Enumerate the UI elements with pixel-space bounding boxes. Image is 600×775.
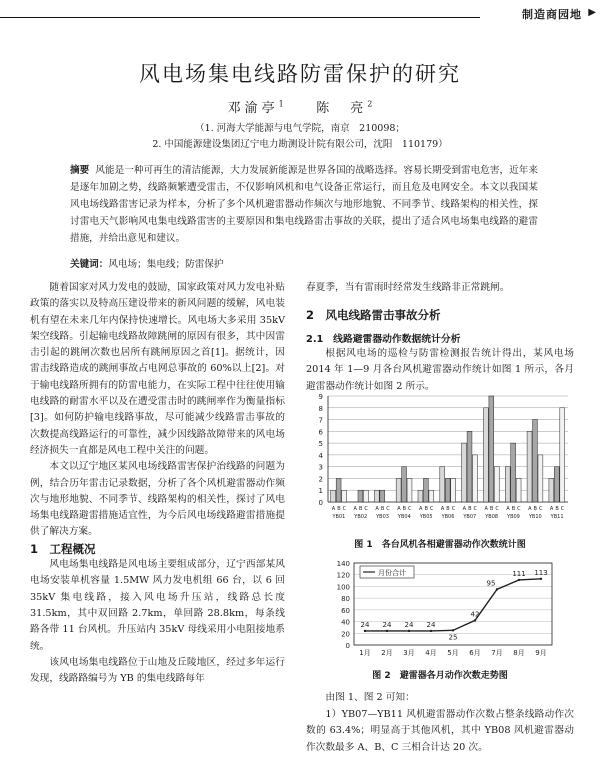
x-phase-label: B [402, 506, 407, 512]
x-tick-label: 1月 [359, 649, 371, 657]
data-point [496, 588, 498, 590]
x-tick-label: 6月 [469, 649, 481, 657]
bar [473, 455, 478, 502]
data-point [430, 630, 432, 632]
body-paragraph: 根据风电场的巡检与防雷检测报告统计得出，某风电场 2014 年 1—9 月各台风机避雷器动作统计如图 1 所示，各月避雷器动作统计如图 2 所示。 [306, 348, 574, 392]
legend [360, 566, 414, 578]
bar [407, 478, 412, 502]
x-phase-label: B [511, 506, 516, 512]
x-tick-label: 3月 [403, 649, 415, 657]
x-phase-label: C [473, 506, 478, 512]
bar [336, 478, 341, 502]
legend-label: 月份合计 [378, 569, 406, 577]
y-tick-label: 9 [318, 393, 323, 401]
y-tick-label: 60 [341, 606, 350, 615]
author-sup: 1 [278, 99, 284, 109]
bar [554, 467, 559, 502]
author-name: 陈 亮 [316, 101, 368, 116]
journal-section-label: 制造商园地 [514, 6, 582, 22]
x-phase-label: C [429, 506, 434, 512]
x-tick-label: YB10 [528, 514, 542, 520]
page-title: 风电场集电线路防雷保护的研究 [139, 62, 461, 86]
x-phase-label: B [380, 506, 385, 512]
y-tick-label: 3 [318, 463, 323, 472]
data-point [518, 579, 520, 581]
y-tick-labels [319, 393, 324, 507]
x-tick-labels [359, 649, 546, 657]
body-paragraph: 本文以辽宁地区某风电场线路雷害保护治线路的问题为例，结合历年雷击记录数据，分析了各个风机避雷器动作频次与地形地貌、不同季节、线路架构的相关性，探讨了风电场集电线路避雷措施适宜性，为今后风电场线路避雷措施提供了解决方案。 [30, 461, 285, 538]
x-phase-label: B [555, 506, 559, 512]
body-text: 春夏季，当有雷雨时经常发生线路非正常跳闸。 [306, 282, 510, 293]
y-tick-labels [337, 560, 350, 650]
x-tick-label: 9月 [535, 649, 547, 657]
author-sup: 2 [367, 99, 373, 109]
bar [494, 467, 499, 502]
x-tick-label: YB02 [354, 514, 368, 520]
triangle-icon: ▶ [588, 7, 596, 18]
bar [516, 478, 521, 502]
bar [538, 455, 543, 502]
data-point [540, 578, 542, 580]
x-tick-labels [331, 506, 564, 520]
bar [445, 478, 450, 502]
x-phase-label: B [533, 506, 537, 512]
data-point [452, 629, 454, 631]
data-point [408, 630, 410, 632]
finding-paragraph: 1）YB07—YB11 风机避雷器动作次数占整条线路动作次数的 63.4%；明显高于其他风机，其中 YB08 风机避雷器动作次数最多 A、B、C 三相合计达 20 次。 [306, 708, 574, 753]
data-point [386, 630, 388, 632]
data-label: 24 [404, 620, 414, 629]
data-label: 113 [534, 568, 548, 577]
data-label: 24 [426, 620, 436, 629]
figure-2-caption: 图 2 避雷器各月动作次数走势图 [372, 671, 508, 681]
affiliation: 2. 中国能源建设集团辽宁电力勘测设计院有限公司，沈阳 110179） [152, 139, 448, 150]
x-tick-label: YB08 [485, 514, 499, 520]
section-heading: 1 工程概况 [30, 541, 96, 556]
x-phase-label: C [408, 506, 412, 512]
y-tick-label: 40 [341, 618, 350, 627]
bar [396, 478, 401, 502]
x-phase-label: C [495, 506, 499, 512]
bar [560, 408, 565, 502]
data-label: 24 [360, 620, 370, 629]
y-tick-label: 120 [336, 571, 350, 580]
x-phase-label: B [359, 506, 363, 512]
bar [342, 490, 347, 502]
figure-2-line-chart [330, 555, 560, 665]
x-phase-label: A [484, 506, 488, 512]
keywords-text: 风电场；集电线；防雷保护 [108, 259, 224, 270]
data-point [474, 619, 476, 621]
bar [363, 490, 368, 502]
x-tick-label: 8月 [513, 649, 525, 657]
bar [462, 443, 467, 502]
y-tick-label: 4 [318, 451, 323, 460]
bar [511, 443, 516, 502]
bar-group [331, 396, 565, 502]
x-phase-label: A [506, 506, 510, 512]
x-phase-label: C [451, 506, 456, 512]
author-line [0, 97, 600, 116]
x-phase-label: C [364, 506, 368, 512]
y-tick-label: 0 [345, 642, 350, 650]
bar [423, 478, 428, 502]
affiliation: （1. 河海大学能源与电气学院，南京 210098； [195, 123, 405, 134]
x-tick-label: YB01 [332, 514, 346, 520]
y-tick-label: 5 [318, 440, 323, 449]
bar [440, 467, 445, 502]
x-phase-label: A [462, 506, 467, 512]
x-phase-label: B [446, 506, 450, 512]
data-label: 25 [448, 633, 458, 642]
y-tick-label: 7 [318, 416, 323, 425]
x-phase-label: A [397, 506, 401, 512]
data-label: 95 [486, 579, 496, 588]
figure-1-caption: 图 1 各台风机各相避雷器动作次数统计图 [354, 540, 526, 550]
right-column-top [306, 280, 574, 296]
y-tick-label: 1 [318, 487, 323, 496]
x-phase-label: B [489, 506, 494, 512]
bar [358, 490, 363, 502]
x-phase-label: C [560, 506, 565, 512]
author-name: 邓渝亭 [227, 101, 279, 116]
x-tick-label: YB05 [419, 514, 433, 520]
bar [467, 431, 472, 502]
x-phase-label: B [468, 506, 472, 512]
bar [418, 490, 423, 502]
data-label: 42 [470, 610, 480, 619]
body-text: 由图 1、图 2 可知： [325, 692, 415, 703]
y-tick-label: 8 [318, 404, 323, 413]
x-tick-label: YB03 [376, 514, 389, 520]
abstract [70, 162, 538, 247]
x-phase-label: A [549, 506, 554, 512]
x-phase-label: A [528, 506, 532, 512]
x-phase-label: A [353, 506, 357, 512]
bar [374, 490, 379, 502]
y-tick-label: 0 [318, 499, 323, 507]
x-phase-label: B [337, 506, 341, 512]
x-tick-label: YB09 [507, 514, 520, 520]
data-label: 111 [512, 569, 526, 578]
x-phase-label: B [424, 506, 428, 512]
x-tick-label: YB06 [441, 514, 455, 520]
bar [451, 478, 456, 502]
bar [402, 467, 407, 502]
x-phase-label: C [386, 506, 390, 512]
data-point [364, 630, 366, 632]
left-column [30, 280, 285, 687]
x-phase-label: C [538, 506, 543, 512]
bar [505, 467, 510, 502]
y-tick-label: 6 [318, 428, 323, 437]
x-tick-label: YB07 [463, 514, 477, 520]
x-tick-label: 7月 [491, 649, 503, 657]
y-tick-label: 100 [336, 583, 350, 592]
bar [549, 478, 554, 502]
data-label: 24 [382, 620, 392, 629]
body-paragraph: 随着国家对风力发电的鼓励，国家政策对风力发电补贴政策的落实以及特高压建设带来的新风问题的缓解，风电装机有望在未来几年内保持快速增长。风电场大多采用 35kV 架空线路。引起输电线路故障跳闸的原因有很多，其中因雷击引起的跳闸次数也居所有跳闸原因之首[1]。据统计，因雷击线路造成的跳闸事故占电网总事故的 60%以上[2]。对于输电线路所拥有的防雷电能力，在实际工程中往往使用输电线路的耐雷水平以及在遭受雷击时的跳闸率作为衡量指标[3]。如何防护输电线路事故，尽可能减少线路雷击事故的次数提高线路运行的可靠性，减少因线路故障带来的风电场经济损失一直都是风电工程中关注的问题。 [30, 282, 285, 456]
section-heading: 2 风电线路雷击事故分析 [306, 308, 441, 322]
y-tick-label: 20 [341, 630, 350, 639]
bar [489, 396, 494, 502]
x-tick-label: 5月 [447, 649, 459, 657]
right-column-bottom [306, 690, 574, 756]
x-tick-label: YB11 [550, 514, 564, 520]
keywords-label: 关键词： [70, 259, 109, 270]
bar [331, 490, 336, 502]
x-phase-label: C [517, 506, 521, 512]
x-phase-label: A [419, 506, 423, 512]
abstract-text: 风能是一种可再生的清洁能源，大力发展新能源是世界各国的战略选择。容易长期受到雷电危害，近年来是逐年加剧之势，线路频繁遭受雷击，不仅影响风机和电气设备正常运行，而且危及电网安全。本文以我国某风电场线路雷害记录为样本，分析了多个风机避雷器动作频次与地形地貌、不同季节、线路架构的相关性，探讨雷电天气影响风电集电线路雷害的主要原因和集电线路雷击事故的关联，提出了适合风电场集电线路的避雷措施，并给出意见和建议。 [70, 165, 538, 244]
x-tick-label: 2月 [381, 649, 393, 657]
bar [527, 431, 532, 502]
x-phase-label: A [331, 506, 336, 512]
bar [483, 408, 488, 502]
x-phase-label: A [440, 506, 445, 512]
bar [533, 420, 538, 502]
subsection-heading: 2.1 线路避雷器动作数据统计分析 [306, 334, 461, 345]
y-tick-label: 80 [341, 595, 350, 604]
abstract-label: 摘要 [70, 165, 90, 176]
x-phase-label: A [375, 506, 379, 512]
body-paragraph: 风电场集电线路是风电场主要组成部分，辽宁西部某风电场安装单机容量 1.5MW 风力发电机组 66 台，以 6 回 35kV 集电线路，接入风电场升压站，线路总长度 31.5km，其中双回路 2.7km，单回路 28.8km，每条线路各带 11 台风机。升压站内 35kV 母线采用小电阻接地系统。 [30, 559, 285, 652]
body-paragraph: 该风电场集电线路位于山地及丘陵地区，经过多年运行发现，线路路编号为 YB 的集电线路每年 [30, 656, 285, 685]
y-tick-label: 140 [336, 560, 350, 568]
y-tick-label: 2 [318, 475, 323, 484]
bar [380, 490, 385, 502]
x-phase-label: C [342, 506, 347, 512]
keywords [70, 256, 538, 270]
figure-1-bar-chart [306, 390, 574, 530]
bar [429, 490, 434, 502]
x-tick-label: 4月 [425, 649, 437, 657]
x-tick-label: YB04 [397, 514, 411, 520]
